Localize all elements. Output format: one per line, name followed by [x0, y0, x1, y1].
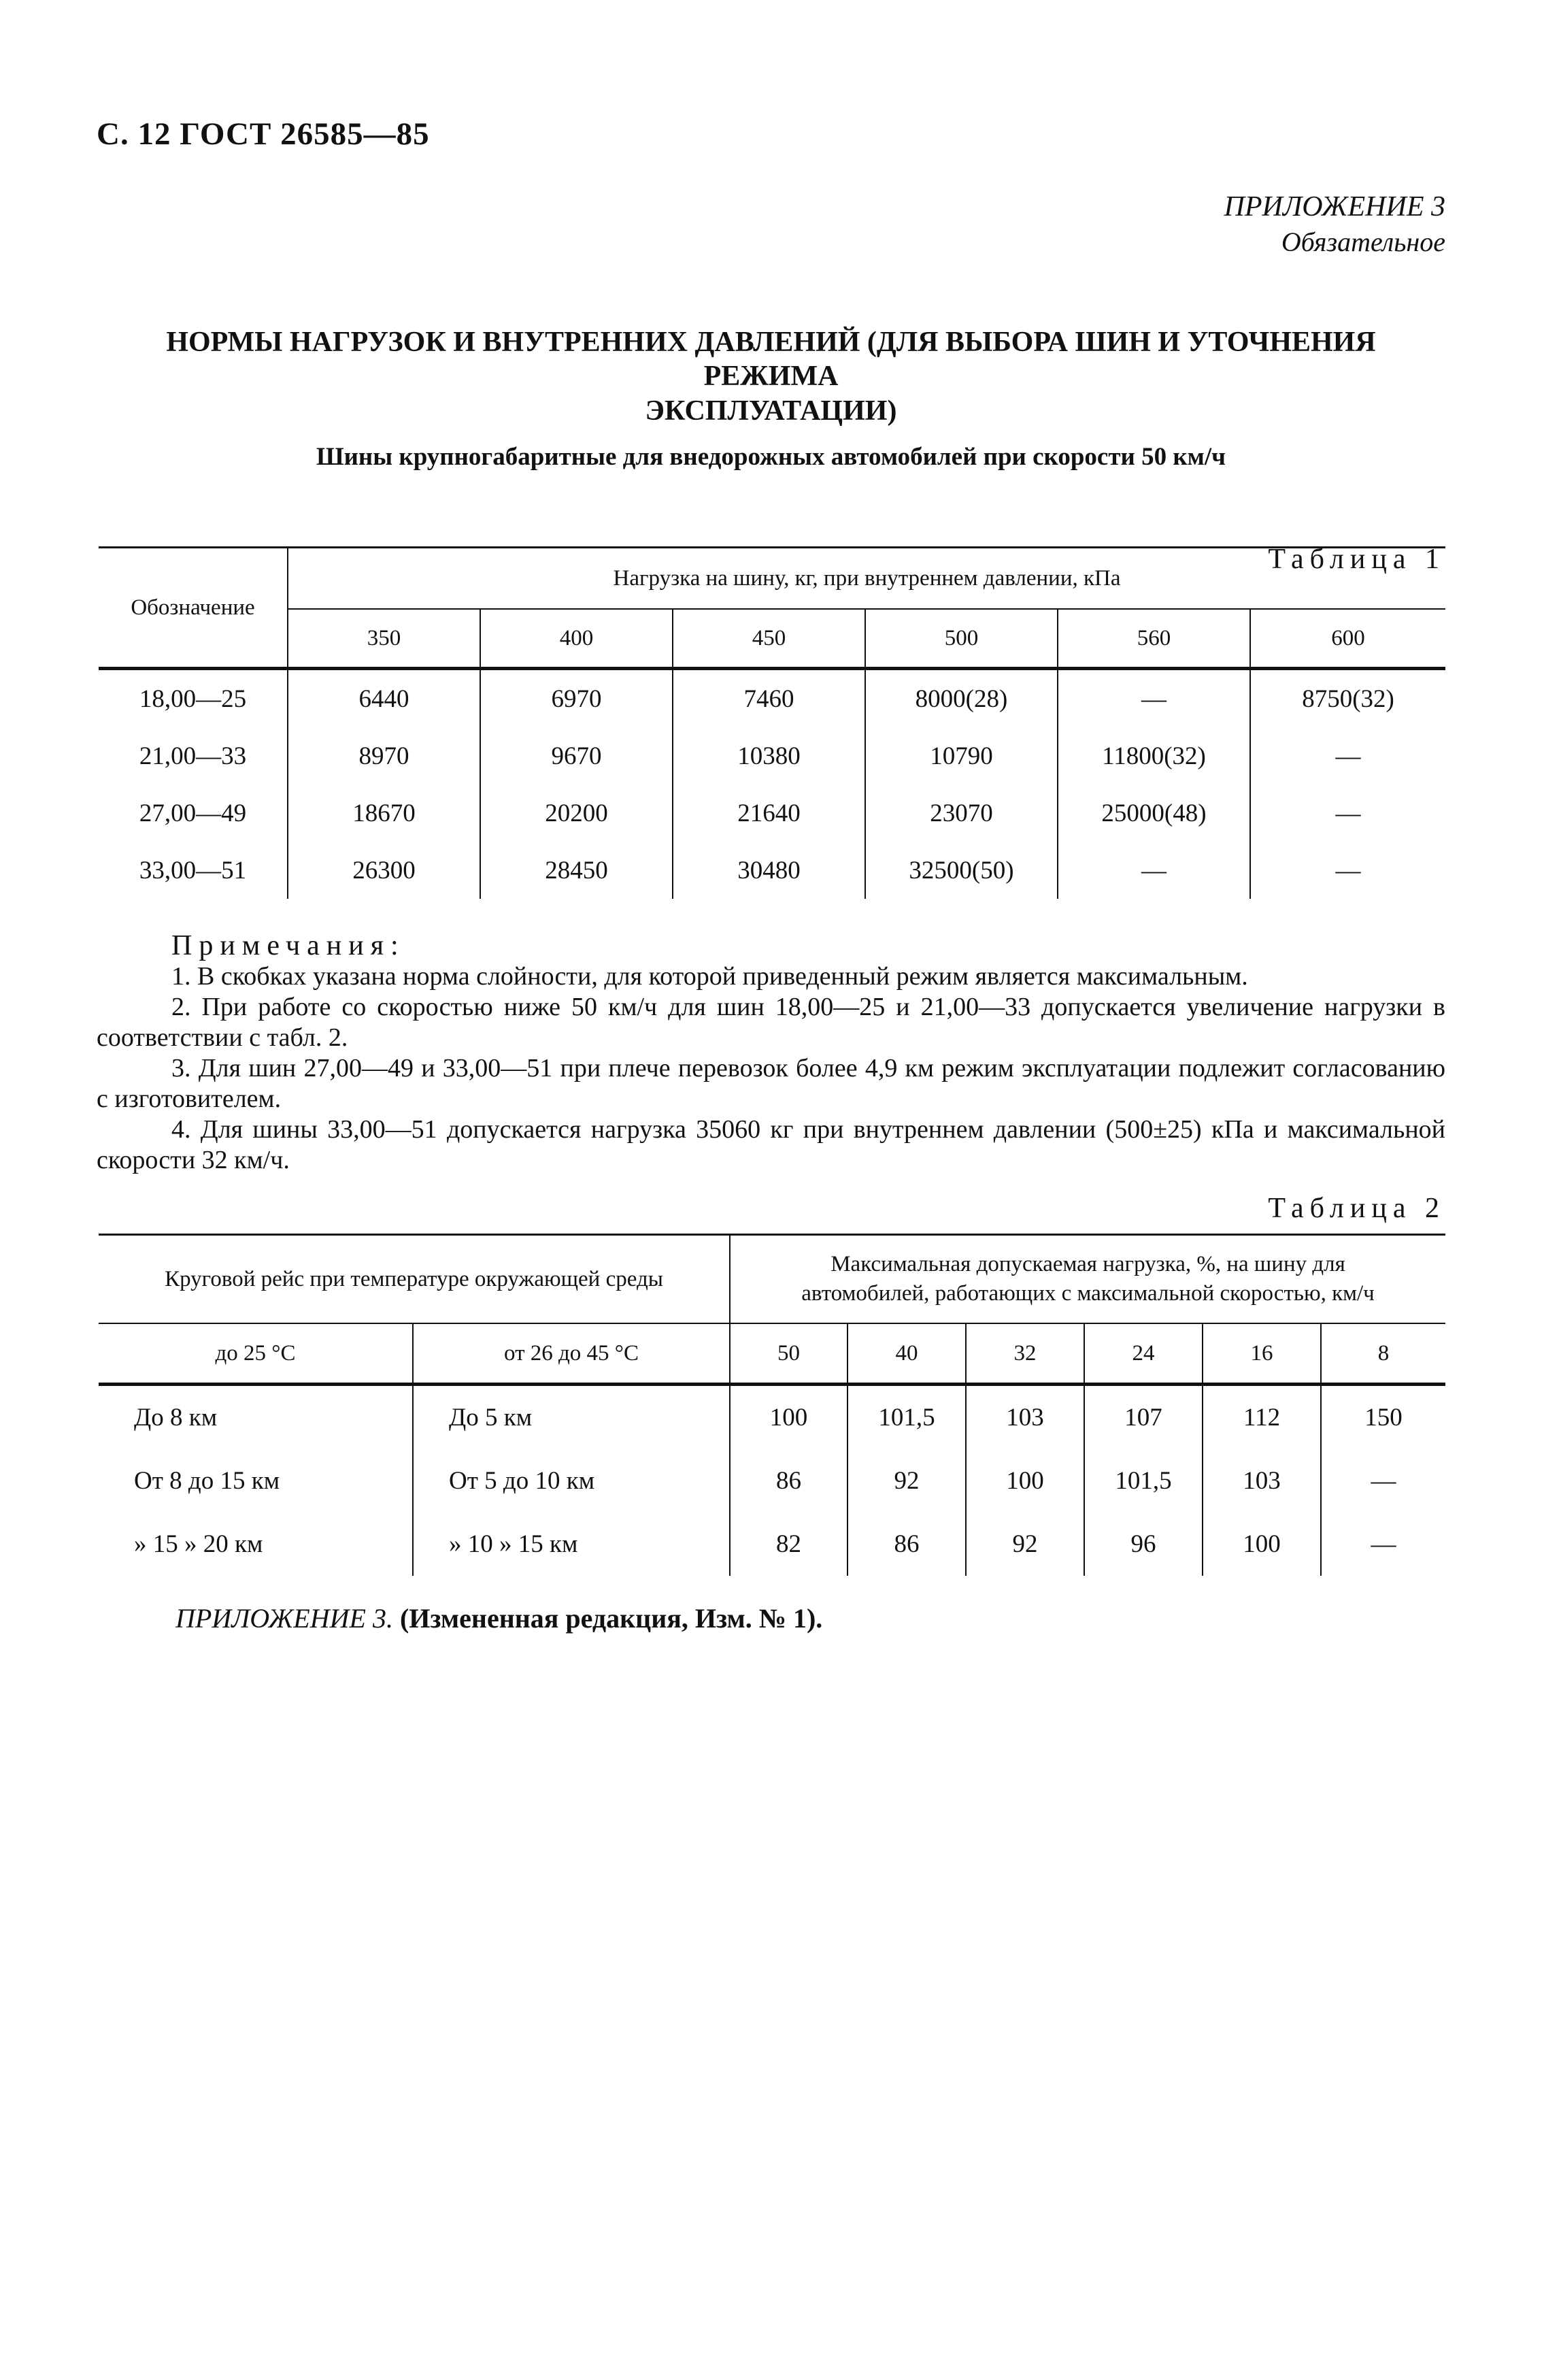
- table-cell: 103: [966, 1385, 1084, 1450]
- trip-distance: От 5 до 10 км: [413, 1449, 730, 1513]
- table-cell: 101,5: [847, 1385, 966, 1450]
- table-cell: 150: [1321, 1385, 1445, 1450]
- table-1-pressure-header: 450: [673, 609, 865, 669]
- table-cell: 8000(28): [865, 669, 1058, 728]
- table-cell: 6440: [288, 669, 480, 728]
- footer-appendix-ref: ПРИЛОЖЕНИЕ 3.: [175, 1603, 393, 1634]
- table-cell: 8750(32): [1250, 669, 1445, 728]
- table-2-trip-header: Круговой рейс при температуре окружающей среды: [99, 1235, 730, 1324]
- table-2-speed-header: 24: [1084, 1323, 1203, 1385]
- table-row: [99, 727, 1445, 784]
- table-cell: 25000(48): [1058, 784, 1250, 842]
- main-title: [97, 325, 1445, 428]
- tire-designation: 18,00—25: [139, 684, 247, 713]
- notes-section: [97, 931, 1445, 1176]
- table-cell: —: [1321, 1513, 1445, 1576]
- table-cell: 10790: [865, 727, 1058, 784]
- table-cell: 23070: [865, 784, 1058, 842]
- table-cell: 96: [1084, 1513, 1203, 1576]
- table-2-temp-header: до 25 °С: [99, 1323, 413, 1385]
- table-cell: 6970: [480, 669, 673, 728]
- table-cell: 92: [966, 1513, 1084, 1576]
- footer-note: [175, 1602, 822, 1634]
- table-cell: 112: [1203, 1385, 1321, 1450]
- table-row: [99, 784, 1445, 842]
- subtitle: Шины крупногабаритные для внедорожных автомобилей при скорости 50 км/ч: [316, 443, 1226, 471]
- table-2-speed-header: 32: [966, 1323, 1084, 1385]
- table-2-load-header: [730, 1235, 1445, 1324]
- table-cell: 100: [966, 1449, 1084, 1513]
- table-cell: —: [1250, 784, 1445, 842]
- table-cell: 7460: [673, 669, 865, 728]
- table-row: [99, 842, 1445, 899]
- appendix-label: ПРИЛОЖЕНИЕ 3: [1224, 191, 1445, 222]
- table-cell: 21640: [673, 784, 865, 842]
- table-cell: 26300: [288, 842, 480, 899]
- table-cell: 82: [730, 1513, 847, 1576]
- table-cell: 11800(32): [1058, 727, 1250, 784]
- tire-designation: 27,00—49: [139, 799, 247, 827]
- table-1-pressure-header: 600: [1250, 609, 1445, 669]
- table-row: [99, 1449, 1445, 1513]
- note-item: 1. В скобках указана норма слойности, для которой приведенный режим является максимальным.: [171, 962, 1248, 991]
- trip-distance: От 8 до 15 км: [134, 1467, 280, 1495]
- table-1-pressure-header: 350: [288, 609, 480, 669]
- table-2-load-header-line-1: Максимальная допускаемая нагрузка, %, на шину для: [830, 1252, 1345, 1277]
- table-cell: 9670: [480, 727, 673, 784]
- table-2-speed-header: 50: [730, 1323, 847, 1385]
- note-item: 3. Для шин 27,00—49 и 33,00—51 при плече перевозок более 4,9 км режим эксплуатации подлежит согласованию с изготовителем.: [97, 1054, 1445, 1113]
- note-item: 2. При работе со скоростью ниже 50 км/ч для шин 18,00—25 и 21,00—33 допускается увеличение нагрузки в соответствии с табл. 2.: [97, 993, 1445, 1052]
- table-cell: 8970: [288, 727, 480, 784]
- tire-designation: 21,00—33: [139, 742, 247, 770]
- trip-distance: До 8 км: [134, 1404, 218, 1432]
- table-cell: —: [1058, 669, 1250, 728]
- table-cell: 30480: [673, 842, 865, 899]
- table-1-pressure-header: 400: [480, 609, 673, 669]
- table-row: [99, 669, 1445, 728]
- appendix-status: Обязательное: [1281, 226, 1445, 257]
- trip-distance: До 5 км: [413, 1385, 730, 1450]
- trip-distance: » 15 » 20 км: [134, 1530, 263, 1558]
- footer-change-note: (Измененная редакция, Изм. № 1).: [399, 1603, 823, 1634]
- table-2-speed-header: 16: [1203, 1323, 1321, 1385]
- table-2: [99, 1234, 1445, 1576]
- table-row: [99, 1513, 1445, 1576]
- table-1-designation-header: Обозначение: [99, 548, 288, 669]
- table-cell: 103: [1203, 1449, 1321, 1513]
- main-title-line-2: ЭКСПЛУАТАЦИИ): [645, 395, 897, 427]
- table-2-load-header-line-2: автомобилей, работающих с максимальной скоростью, км/ч: [801, 1281, 1375, 1306]
- table-cell: —: [1321, 1449, 1445, 1513]
- table-cell: 28450: [480, 842, 673, 899]
- table-2-speed-header: 8: [1321, 1323, 1445, 1385]
- table-1: [99, 546, 1445, 899]
- table-1-load-header: Нагрузка на шину, кг, при внутреннем давлении, кПа: [288, 548, 1445, 610]
- table-1-pressure-header: 500: [865, 609, 1058, 669]
- main-title-line-1: НОРМЫ НАГРУЗОК И ВНУТРЕННИХ ДАВЛЕНИЙ (ДЛЯ ВЫБОРА ШИН И УТОЧНЕНИЯ РЕЖИМА: [166, 327, 1376, 393]
- table-2-speed-header: 40: [847, 1323, 966, 1385]
- table-cell: 86: [730, 1449, 847, 1513]
- table-cell: 100: [730, 1385, 847, 1450]
- table-cell: 20200: [480, 784, 673, 842]
- table-cell: 100: [1203, 1513, 1321, 1576]
- table-cell: 32500(50): [865, 842, 1058, 899]
- table-cell: 92: [847, 1449, 966, 1513]
- table-cell: 10380: [673, 727, 865, 784]
- table-2-caption: Таблица 2: [1268, 1193, 1445, 1224]
- table-row: [99, 1385, 1445, 1450]
- page-header: С. 12 ГОСТ 26585—85: [97, 116, 430, 152]
- notes-title: Примечания:: [171, 930, 405, 961]
- table-cell: —: [1250, 842, 1445, 899]
- appendix-block: [1224, 189, 1445, 259]
- note-item: 4. Для шины 33,00—51 допускается нагрузка 35060 кг при внутреннем давлении (500±25) кПа и максимальной скорости 32 км/ч.: [97, 1115, 1445, 1174]
- table-cell: —: [1250, 727, 1445, 784]
- tire-designation: 33,00—51: [139, 856, 247, 885]
- table-1-pressure-header: 560: [1058, 609, 1250, 669]
- table-cell: 107: [1084, 1385, 1203, 1450]
- table-cell: —: [1058, 842, 1250, 899]
- table-1-caption: Таблица 1: [1268, 544, 1445, 575]
- table-cell: 86: [847, 1513, 966, 1576]
- table-cell: 101,5: [1084, 1449, 1203, 1513]
- table-2-temp-header: от 26 до 45 °С: [413, 1323, 730, 1385]
- table-cell: 18670: [288, 784, 480, 842]
- trip-distance: » 10 » 15 км: [413, 1513, 730, 1576]
